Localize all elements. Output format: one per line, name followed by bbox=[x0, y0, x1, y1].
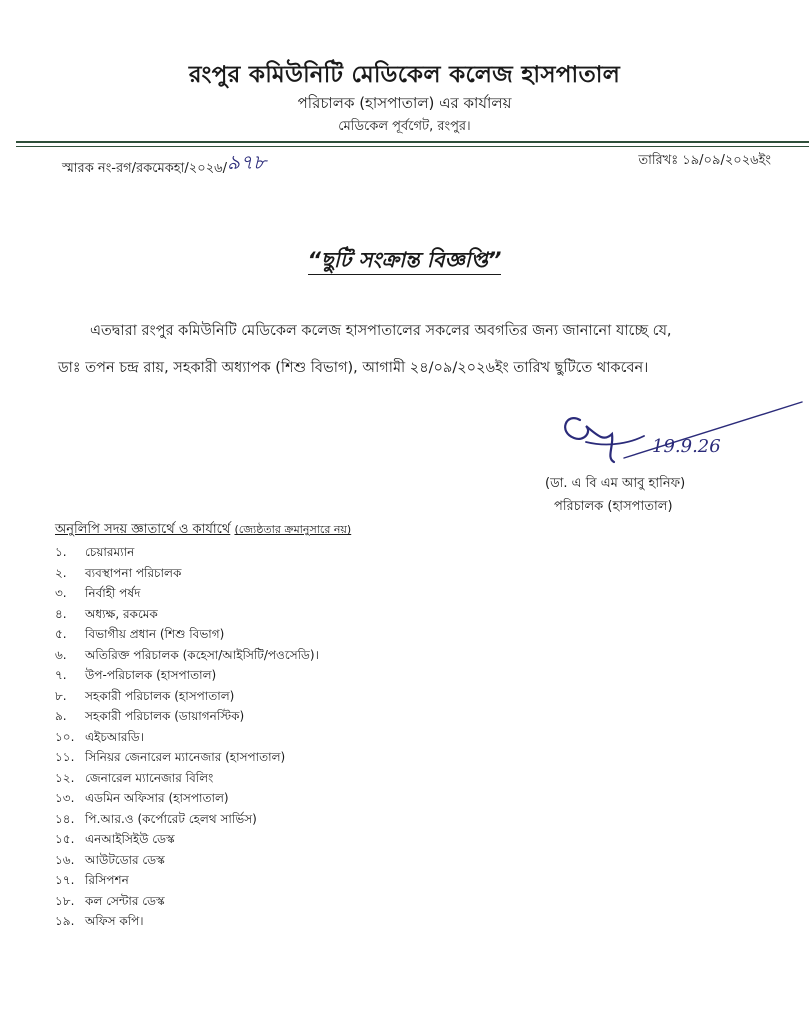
office-name: পরিচালক (হাসপাতাল) এর কার্যালয় bbox=[297, 94, 512, 112]
copy-recipient-number: ১৭. bbox=[55, 873, 75, 887]
copy-recipient-text: নির্বাহী পর্ষদ bbox=[85, 586, 141, 600]
memo-prefix: স্মারক নং-রগ/রকমেকহা/২০২৬/ bbox=[62, 161, 227, 176]
copy-recipient-text: এনআইসিইউ ডেস্ক bbox=[85, 832, 175, 846]
copy-recipient-item bbox=[55, 665, 319, 686]
copy-recipient-number: ৮. bbox=[55, 688, 67, 703]
copy-recipient-text: জেনারেল ম্যানেজার বিলিং bbox=[85, 770, 214, 785]
copy-recipient-item bbox=[55, 645, 319, 666]
copy-recipient-text: সহকারী পরিচালক (ডায়াগনস্টিক) bbox=[85, 709, 245, 723]
copy-heading-note: (জ্যেষ্ঠতার ক্রমানুসারে নয়) bbox=[234, 523, 352, 536]
copy-recipient-item bbox=[55, 686, 319, 707]
copy-recipient-text: সহকারী পরিচালক (হাসপাতাল) bbox=[85, 688, 235, 703]
signature-date: 19.9.26 bbox=[652, 436, 721, 457]
copy-recipient-number: ১৩. bbox=[55, 791, 75, 805]
signatory-designation: পরিচালক (হাসপাতাল) bbox=[554, 499, 673, 514]
memo-number bbox=[62, 151, 266, 184]
memo-handwritten-number: ৯৭৮ bbox=[226, 150, 266, 174]
copy-recipient-item bbox=[55, 891, 319, 912]
copy-recipient-text: ব্যবস্থাপনা পরিচালক bbox=[85, 565, 182, 580]
copy-recipient-text: অধ্যক্ষ, রকমেক bbox=[85, 606, 158, 621]
copy-recipient-item bbox=[55, 788, 319, 809]
copy-recipient-text: উপ-পরিচালক (হাসপাতাল) bbox=[85, 668, 217, 682]
copy-recipient-item bbox=[55, 563, 319, 584]
copy-recipient-text: অফিস কপি। bbox=[85, 914, 144, 928]
copy-recipient-text: বিভাগীয় প্রধান (শিশু বিভাগ) bbox=[85, 627, 225, 641]
copy-recipient-number: ১৫. bbox=[55, 832, 75, 846]
copy-recipient-number: ৩. bbox=[55, 586, 67, 600]
copy-recipient-number: ৫. bbox=[55, 627, 67, 641]
copy-recipient-item bbox=[55, 850, 319, 871]
notice-heading bbox=[0, 244, 809, 279]
copy-heading-text: অনুলিপি সদয় জ্ঞাতার্থে ও কার্যার্থে bbox=[55, 522, 231, 537]
copy-recipient-number: ১৬. bbox=[55, 852, 75, 867]
copy-recipient-text: চেয়ারম্যান bbox=[85, 545, 135, 559]
copy-recipient-text: অতিরিক্ত পরিচালক (কহেসা/আইসিটি/পওসেডি)। bbox=[85, 647, 319, 662]
signatory-name: (ডা. এ বি এম আবু হানিফ) bbox=[545, 476, 686, 491]
copy-recipient-text: সিনিয়র জেনারেল ম্যানেজার (হাসপাতাল) bbox=[85, 750, 286, 764]
copy-recipient-text: আউটডোর ডেস্ক bbox=[85, 852, 165, 867]
copy-recipient-text: এইচআরডি। bbox=[85, 729, 145, 744]
copy-recipient-number: ৯. bbox=[55, 709, 67, 723]
notice-line-1: এতদ্বারা রংপুর কমিউনিটি মেডিকেল কলেজ হাসপাতালের সকলের অবগতির জন্য জানানো যাচ্ছে যে, bbox=[90, 323, 672, 339]
copy-recipient-number: ৪. bbox=[55, 606, 67, 621]
copy-recipient-item bbox=[55, 542, 319, 563]
copy-recipient-number: ১. bbox=[55, 545, 67, 559]
copy-recipient-item bbox=[55, 583, 319, 604]
copy-recipient-number: ১৮. bbox=[55, 893, 75, 908]
copy-recipient-text: কল সেন্টার ডেস্ক bbox=[85, 893, 165, 908]
copy-recipient-number: ১০. bbox=[55, 729, 75, 744]
office-address: মেডিকেল পূর্বগেট, রংপুর। bbox=[338, 119, 471, 134]
copy-recipient-item bbox=[55, 747, 319, 768]
signature-image bbox=[540, 398, 809, 478]
notice-heading-text: “ছুটি সংক্রান্ত বিজ্ঞপ্তি” bbox=[308, 248, 502, 275]
copy-recipient-number: ৭. bbox=[55, 668, 67, 682]
copy-recipient-text: পি.আর.ও (কর্পোরেট হেলথ সার্ভিস) bbox=[85, 811, 257, 826]
copy-recipient-item bbox=[55, 870, 319, 891]
copy-recipient-text: রিসিপশন bbox=[85, 873, 129, 887]
institution-title: রংপুর কমিউনিটি মেডিকেল কলেজ হাসপাতাল bbox=[188, 62, 621, 88]
copy-recipient-text: এডমিন অফিসার (হাসপাতাল) bbox=[85, 791, 229, 805]
copy-recipient-item bbox=[55, 809, 319, 830]
copy-distribution-heading bbox=[55, 520, 351, 541]
copy-recipient-item bbox=[55, 829, 319, 850]
copy-recipient-number: ১২. bbox=[55, 770, 75, 785]
notice-line-2: ডাঃ তপন চন্দ্র রায়, সহকারী অধ্যাপক (শিশু বিভাগ), আগামী ২৪/০৯/২০২৬ইং তারিখ ছুটিতে থাকবেন। bbox=[58, 360, 649, 376]
copy-recipient-number: ১৯. bbox=[55, 914, 75, 928]
copy-recipient-number: ১৪. bbox=[55, 811, 75, 826]
copy-recipient-number: ৬. bbox=[55, 647, 67, 662]
header-rule-thin bbox=[16, 146, 809, 147]
copy-recipient-item bbox=[55, 911, 319, 932]
copy-recipient-item bbox=[55, 624, 319, 645]
copy-recipient-item bbox=[55, 706, 319, 727]
copy-recipient-item bbox=[55, 604, 319, 625]
copy-recipient-list bbox=[55, 542, 319, 932]
header-rule-thick bbox=[16, 141, 809, 143]
copy-recipient-number: ১১. bbox=[55, 750, 75, 764]
copy-recipient-item bbox=[55, 727, 319, 748]
copy-recipient-number: ২. bbox=[55, 565, 67, 580]
copy-recipient-item bbox=[55, 768, 319, 789]
issue-date: তারিখঃ ১৯/০৯/২০২৬ইং bbox=[638, 153, 771, 168]
